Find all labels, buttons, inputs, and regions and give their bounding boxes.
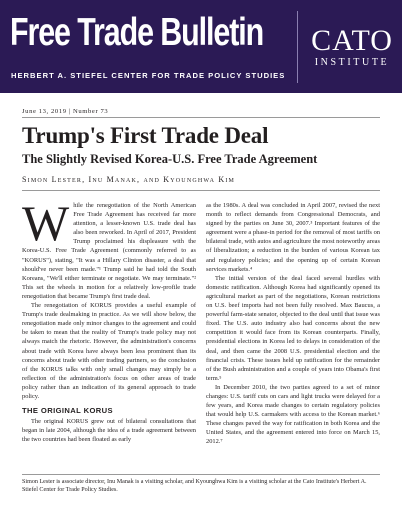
author-footnote: Simon Lester is associate director, Inu Manak is a visiting scholar, and Kyounghwa Kim is a visiting scholar at the Cato Institute's Herbert A. Stiefel Center for Trade Policy Studies.: [22, 479, 367, 493]
paragraph-text: hile the renegotiation of the North American Free Trade Agreement has received far more attention, a lesser-known U.S. trade deal has also been reworked. In April of 2017, President Trump proclaimed his displeasure with the Korea-U.S. Free Trade Agreement (commonly referred to as "KORUS"), stating, "It was a Hillary Clinton disaster, a deal that should've never been made."¹ Trump said he had told the South Koreans, "We'll either terminate or negotiate. We may terminate."² This set the wheels in motion for a relatively low-profile trade renegotiation that became Trump's first trade deal.: [22, 202, 196, 300]
logo-cato-text: CATO: [311, 24, 393, 57]
cato-logo: [307, 26, 397, 68]
article-authors: Simon Lester, Inu Manak, and Kyounghwa Kim: [22, 175, 236, 184]
article-title: Trump's First Trade Deal: [22, 123, 269, 148]
paragraph: The original KORUS grew out of bilateral consultations that began in late 2004, although the idea of a trade agreement between the two countries had been floated as early: [22, 418, 196, 444]
dateline: June 13, 2019 | Number 73: [22, 108, 109, 115]
masthead: [0, 0, 402, 93]
section-heading: THE ORIGINAL KORUS: [22, 406, 114, 416]
bulletin-title: Free Trade Bulletin: [10, 11, 264, 54]
center-name: HERBERT A. STIEFEL CENTER FOR TRADE POLICY STUDIES: [11, 71, 286, 80]
drop-cap: W: [22, 195, 70, 251]
left-column: [22, 195, 196, 444]
footer-rule: [22, 474, 380, 475]
paragraph: as the 1980s. A deal was concluded in April 2007, revised the next month to reflect demands from Congressional Democrats, and signed by the parties on June 30, 2007.³ Important features of the agreement were a phase-in period for the removal of most tariffs on bilateral trade, with autos and agriculture the most noteworthy areas of liberalization; a reduction in the burden of various Korean tax and regulatory policies; and the opening up of certain Korean services markets.⁴: [206, 202, 380, 273]
masthead-divider: [297, 11, 298, 83]
article-subtitle: The Slightly Revised Korea-U.S. Free Trade Agreement: [22, 152, 318, 166]
logo-institute-text: INSTITUTE: [314, 57, 390, 68]
paragraph: The renegotiation of KORUS provides a useful example of Trump's trade dealmaking in practice. As we will show below, the renegotiation made only minor changes to the agreement and could be taken to mean that the reality of Trump's trade policy may not always match the rhetoric. However, the administration's concerns about trade with Korea have always been less prominent than its concerns about trade with other trading partners, so the conclusion of the KORUS talks with only small changes may simply be a reflection of the administration's focus on other areas of trade policy rather than an indication of its general approach to trade policy.: [22, 302, 196, 400]
header-rule: [22, 117, 380, 118]
paragraph: In December 2010, the two parties agreed to a set of minor changes: U.S. tariff cuts on cars and light trucks were delayed for a few years, and Korea made changes to certain regulatory policies that would help U.S. carmakers with access to the Korean market.⁶ These changes paved the way for ratification in both Korea and the United States, and the agreement entered into force on March 15, 2012.⁷: [206, 383, 380, 446]
right-column: [206, 201, 380, 447]
paragraph: The initial version of the deal faced several hurdles with domestic ratification. Although Korea had significantly opened its agricultural market as part of the negotiations, Korean restrictions on U.S. beef imports had not been fully resolved. Max Baucus, a powerful farm-state senator, objected to the deal until that issue was fixed. The U.S. auto industry also had concerns about the new competition it would face from its Korean counterparts. Finally, presidential elections in Korea led to delays in consideration of the deal, and then came the 2008 U.S. presidential election and the financial crisis. These issues held up ratification for the remainder of the Bush administration and a couple of years into Obama's first term.⁵: [206, 274, 380, 382]
byline-rule: [22, 190, 380, 191]
paragraph: [22, 195, 196, 301]
